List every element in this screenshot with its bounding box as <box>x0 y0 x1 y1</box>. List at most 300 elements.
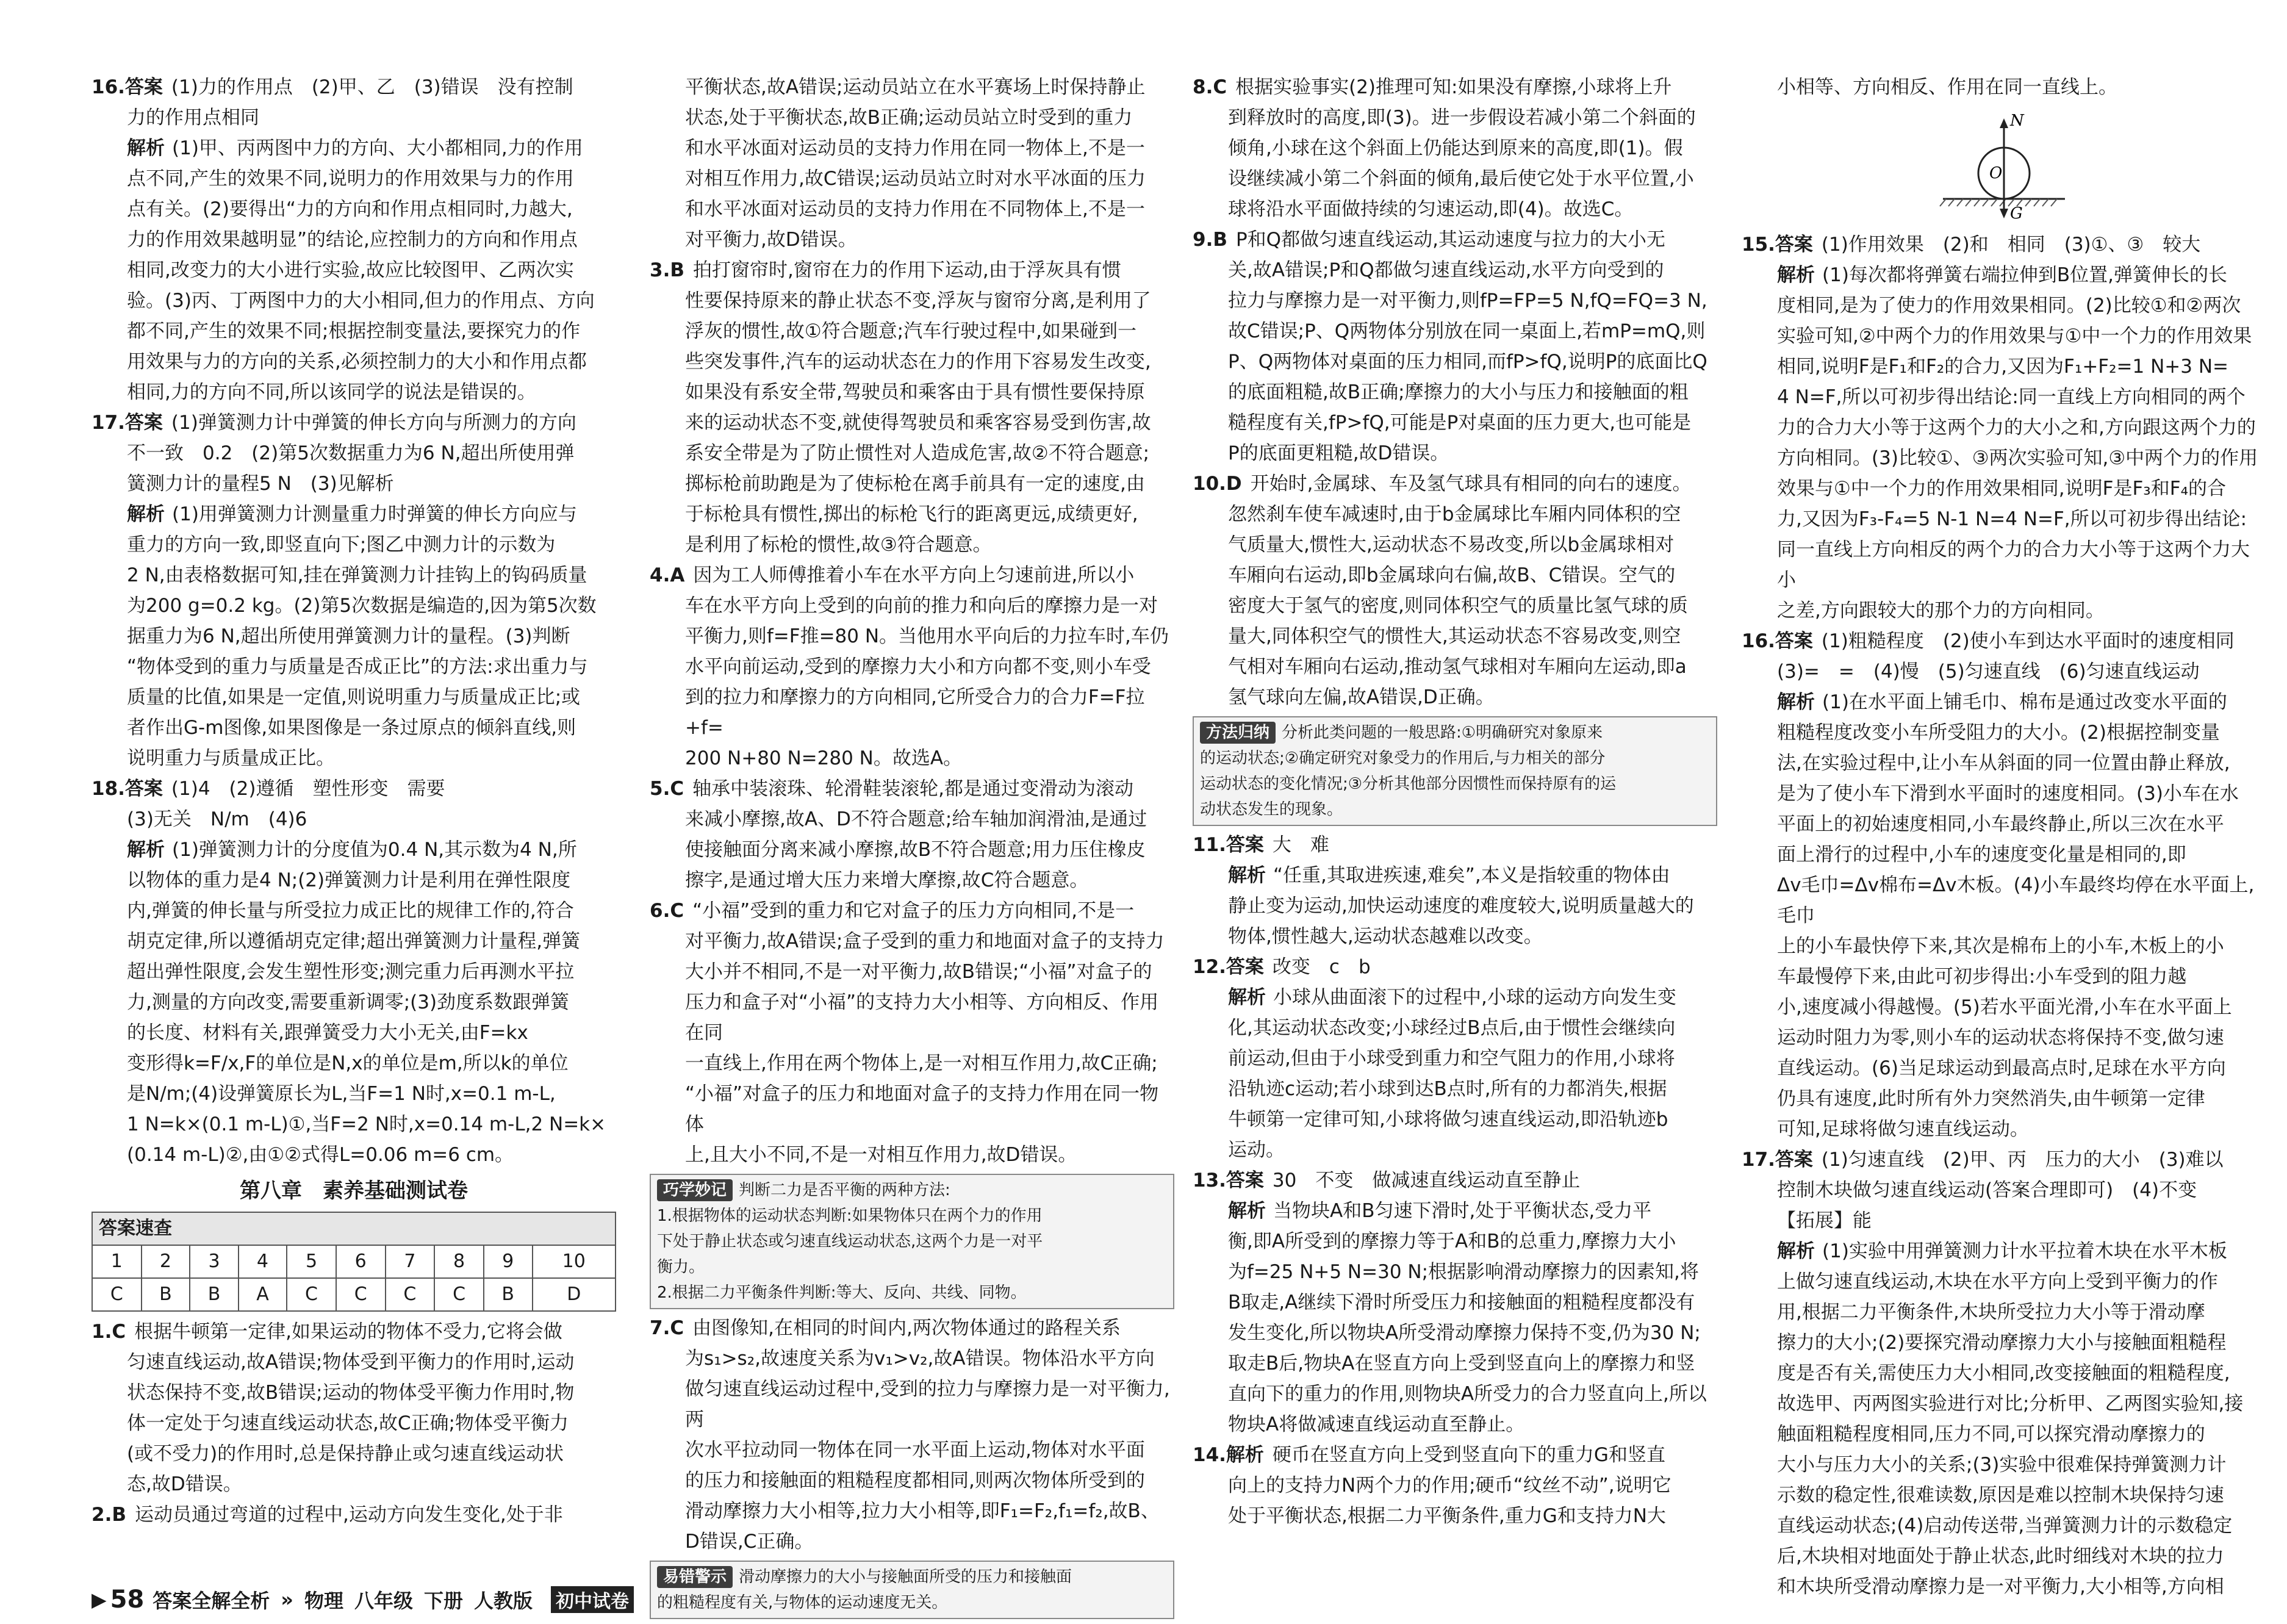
question-number: 16. <box>1742 630 1775 652</box>
answer-text: (1)4 (2)遵循 塑性形变 需要 <box>171 778 445 800</box>
text-line: 一直线上,作用在两个物体上,是一对相互作用力,故C正确; <box>685 1052 1158 1074</box>
text-line: 200 N+80 N=280 N。故选A。 <box>685 747 963 769</box>
text-line: 匀速直线运动,故A错误;物体受到平衡力的作用时,运动 <box>127 1351 575 1373</box>
tip-line: 衡力。 <box>657 1258 705 1276</box>
question-number: 12. <box>1193 956 1226 978</box>
explanation-label: 解析 <box>1228 1200 1266 1222</box>
question-line <box>1742 229 2266 260</box>
tip-text: 分析此类问题的一般思路:①明确研究对象原来 <box>1282 724 1603 742</box>
question-number: 17. <box>1742 1149 1775 1171</box>
text-line: 性要保持原来的静止状态不变,浮灰与窗帘分离,是利用了 <box>685 290 1151 312</box>
question-line <box>92 1500 616 1530</box>
explanation-text: 小球从曲面滚下的过程中,小球的运动方向发生变 <box>1273 986 1676 1008</box>
question-line <box>650 774 1174 804</box>
answer-text: 开始时,金属球、车及氢气球具有相同的向右的速度。 <box>1250 473 1692 495</box>
text-line: 和水平冰面对运动员的支持力作用在同一物体上,不是一 <box>685 137 1145 159</box>
text-line: 静止变为运动,加快运动速度的难度较大,说明质量越大的 <box>1228 895 1694 917</box>
text-line: 点有关。(2)要得出“力的方向和作用点相同时,力越大, <box>127 198 573 220</box>
series-badge: 初中试卷 <box>551 1586 634 1613</box>
text-line: 大小并不相同,不是一对平衡力,故B错误;“小福”对盒子的 <box>685 961 1152 983</box>
ground-hatch <box>1983 199 1989 206</box>
explanation-label: 解析 <box>1228 864 1266 886</box>
tip-line: 的运动状态;②确定研究对象受力的作用后,与力相关的部分 <box>1200 749 1606 767</box>
text-line: 化,其运动状态改变;小球经过B点后,由于惯性会继续向 <box>1228 1017 1676 1039</box>
ground-hatch <box>2042 199 2048 206</box>
text-line: 度相同,是为了使力的作用效果相同。(2)比较①和②两次 <box>1777 295 2241 317</box>
text-line: 对平衡力,故A错误;盒子受到的重力和地面对盒子的支持力 <box>685 930 1165 952</box>
question-line <box>1742 1144 2266 1175</box>
gravity-arrowhead <box>2000 209 2008 218</box>
answer-text: 30 不变 做减速直线运动直至静止 <box>1272 1169 1581 1191</box>
text-line: 示数的稳定性,很难读数,原因是难以控制木块保持匀速 <box>1777 1484 2224 1506</box>
text-line: 4 N=F,所以可初步得出结论:同一直线上方向相同的两个 <box>1777 386 2246 408</box>
text-line: 水平向前运动,受到的摩擦力大小和方向都不变,则小车受 <box>685 656 1151 678</box>
answer-text: (1)弹簧测力计中弹簧的伸长方向与所测力的方向 <box>171 412 576 434</box>
question-number: 6.C <box>650 900 684 922</box>
text-line: 些突发事件,汽车的运动状态在力的作用下容易发生改变, <box>685 351 1151 373</box>
label-o: O <box>1989 164 2003 182</box>
chevrons-icon: » <box>281 1588 293 1611</box>
text-line: 效果与①中一个力的作用效果相同,说明F是F₃和F₄的合 <box>1777 478 2226 500</box>
question-line <box>92 774 616 804</box>
answer-cell: C <box>434 1278 484 1311</box>
text-line: 可知,足球将做匀速直线运动。 <box>1777 1118 2029 1140</box>
question-number-cell: 2 <box>142 1245 190 1278</box>
column-2 <box>650 72 1174 1623</box>
question-number: 3.B <box>650 259 684 281</box>
text-line: 次水平拉动同一物体在同一水平面上运动,物体对水平面 <box>685 1439 1145 1461</box>
text-line: 说明重力与质量成正比。 <box>127 747 335 769</box>
text-line: 2 N,由表格数据可知,挂在弹簧测力计挂钩上的钩码质量 <box>127 564 587 586</box>
text-line: 运动时阻力为零,则小车的运动状态将保持不变,做匀速 <box>1777 1027 2224 1049</box>
ground-hatch <box>1991 199 1997 206</box>
question-line <box>1193 469 1717 499</box>
text-line: 是利用了标枪的惯性,故③符合题意。 <box>685 534 992 556</box>
question-line <box>650 560 1174 591</box>
text-line: 力的作用效果越明显”的结论,应控制力的方向和作用点 <box>127 229 578 251</box>
question-number-cell: 6 <box>336 1245 386 1278</box>
text-line: 都不同,产生的效果不同;根据控制变量法,要探究力的作 <box>127 320 581 342</box>
text-line: 擦力的大小;(2)要探究滑动摩擦力大小与接触面粗糙程 <box>1777 1332 2227 1354</box>
answer-text: 因为工人师傅推着小车在水平方向上匀速前进,所以小 <box>693 564 1135 586</box>
text-line: 气相对车厢向右运动,推动氢气球相对车厢向左运动,即a <box>1228 656 1687 678</box>
text-line: 质量的比值,如果是一定值,则说明重力与质量成正比;或 <box>127 686 581 708</box>
text-line: 面上滑行的过程中,小车的速度变化量是相同的,即 <box>1777 844 2186 866</box>
text-line: 如果没有系安全带,驾驶员和乘客由于具有惯性要保持原 <box>685 381 1145 403</box>
text-line: 的底面粗糙,故B正确;摩擦力的大小与压力和接触面的粗 <box>1228 381 1689 403</box>
support-arrowhead <box>2000 118 2008 128</box>
text-line: 验。(3)丙、丁两图中力的大小相同,但力的作用点、方向 <box>127 290 595 312</box>
question-number: 16. <box>92 76 125 98</box>
column-1 <box>92 72 616 1530</box>
answer-label: 答案 <box>1775 234 1813 256</box>
answer-cell: B <box>142 1278 190 1311</box>
answer-text: 运动员通过弯道的过程中,运动方向发生变化,处于非 <box>134 1504 563 1526</box>
answer-text: 改变 c b <box>1272 956 1371 978</box>
text-line: 故选甲、丙两图实验进行对比;分析甲、乙两图实验知,接 <box>1777 1393 2244 1415</box>
footer-arrow-icon: ▶ <box>92 1588 107 1611</box>
text-line: 小相等、方向相反、作用在同一直线上。 <box>1777 76 2117 98</box>
tip-tag: 巧学妙记 <box>657 1179 733 1201</box>
text-line: 态,故D错误。 <box>127 1473 242 1495</box>
text-line: 忽然刹车使车减速时,由于b金属球比车厢内同体积的空 <box>1228 503 1681 525</box>
question-line <box>92 72 616 102</box>
tip-tag: 易错警示 <box>657 1566 733 1588</box>
explanation-text: 当物块A和B匀速下滑时,处于平衡状态,受力平 <box>1273 1200 1652 1222</box>
explanation-label: 解析 <box>1228 986 1266 1008</box>
text-line: 仍具有速度,此时所有外力突然消失,由牛顿第一定律 <box>1777 1088 2205 1110</box>
ground-hatch <box>2025 199 2031 206</box>
answer-label: 答案 <box>1775 1149 1813 1171</box>
text-line: 是为了使小车下滑到水平面时的速度相同。(3)小车在水 <box>1777 783 2239 805</box>
tip-line: 运动状态的变化情况;③分析其他部分因惯性而保持原有的运 <box>1200 775 1617 793</box>
ground-hatch <box>2051 199 2057 206</box>
text-line: 处于平衡状态,根据二力平衡条件,重力G和支持力N大 <box>1228 1505 1666 1527</box>
explanation-text: (1)在水平面上铺毛巾、棉布是通过改变水平面的 <box>1822 691 2227 713</box>
answer-text: 轴承中装滚珠、轮滑鞋装滚轮,都是通过变滑动为滚动 <box>692 778 1133 800</box>
question-number: 7.C <box>650 1317 684 1339</box>
text-line: 之差,方向跟较大的那个力的方向相同。 <box>1777 600 2105 622</box>
text-line: 擦字,是通过增大压力来增大摩擦,故C符合题意。 <box>685 869 1089 891</box>
text-line: 取走B后,物块A在竖直方向上受到竖直向上的摩擦力和竖 <box>1228 1353 1695 1374</box>
text-line: 物块A将做减速直线运动直至静止。 <box>1228 1414 1525 1435</box>
explanation-label: 解析 <box>127 137 165 159</box>
question-line <box>650 255 1174 286</box>
text-line: 大小与压力大小的关系;(3)实验中很难保持弹簧测力计 <box>1777 1454 2227 1476</box>
text-line: 和木块所受滑动摩擦力是一对平衡力,大小相等,方向相 <box>1777 1576 2224 1598</box>
answer-label: 答案 <box>1775 630 1813 652</box>
text-line: 平衡状态,故A错误;运动员站立在水平赛场上时保持静止 <box>685 76 1146 98</box>
explanation-line <box>1193 1196 1717 1226</box>
question-line <box>92 1317 616 1347</box>
answer-text: “小福”受到的重力和它对盒子的压力方向相同,不是一 <box>692 900 1135 922</box>
text-line: 同一直线上方向相反的两个力的合力大小等于这两个力大小 <box>1777 539 2250 591</box>
text-line: 做匀速直线运动过程中,受到的拉力与摩擦力是一对平衡力,两 <box>685 1378 1170 1431</box>
text-line: 于标枪具有惯性,掷出的标枪飞行的距离更远,成绩更好, <box>685 503 1138 525</box>
text-line: 不一致 0.2 (2)第5次数据重力为6 N,超出所使用弹 <box>127 442 575 464</box>
text-line: 以物体的重力是4 N;(2)弹簧测力计是利用在弹性限度 <box>127 869 571 891</box>
text-line: Δv毛巾=Δv棉布=Δv木板。(4)小车最终均停在水平面上,毛巾 <box>1777 874 2255 927</box>
text-line: 向上的支持力N两个力的作用;硬币“纹丝不动”,说明它 <box>1228 1475 1671 1496</box>
text-line: (或不受力)的作用时,总是保持静止或匀速直线运动状 <box>127 1443 564 1465</box>
text-line: 上,且大小不同,不是一对相互作用力,故D错误。 <box>685 1144 1077 1166</box>
tip-text: 滑动摩擦力的大小与接触面所受的压力和接触面 <box>739 1568 1072 1586</box>
grade: 八年级 <box>354 1589 413 1612</box>
question-number: 1.C <box>92 1321 126 1343</box>
text-line: 气质量大,惯性大,运动状态不易改变,所以b金属球相对 <box>1228 534 1675 556</box>
text-line: 运动。 <box>1228 1139 1285 1161</box>
text-line: 来的运动状态不变,就使得驾驶员和乘客容易受到伤害,故 <box>685 412 1151 434</box>
answer-label: 答案 <box>1226 834 1264 856</box>
ground-hatch <box>1940 199 1946 206</box>
tip-box <box>650 1561 1174 1619</box>
text-line: 点不同,产生的效果不同,说明力的作用效果与力的作用 <box>127 168 574 190</box>
explanation-text: (1)实验中用弹簧测力计水平拉着木块在水平木板 <box>1822 1240 2227 1262</box>
ground-hatch <box>1974 199 1980 206</box>
ground-hatch <box>2034 199 2040 206</box>
question-line <box>1193 952 1717 982</box>
answer-label: 答案 <box>124 412 163 434</box>
question-number: 4.A <box>650 564 685 586</box>
subject: 物理 <box>304 1589 343 1612</box>
explanation-line <box>1742 1236 2266 1267</box>
text-line: 度是否有关,需使压力大小相同,改变接触面的粗糙程度, <box>1777 1362 2230 1384</box>
text-line: 量大,同体积空气的惯性大,其运动状态不容易改变,则空 <box>1228 625 1681 647</box>
question-line <box>650 1313 1174 1343</box>
question-number-cell: 10 <box>533 1245 616 1278</box>
text-line: 直向下的重力的作用,则物块A所受力的合力竖直向上,所以 <box>1228 1383 1707 1405</box>
text-line: 的长度、材料有关,跟弹簧受力大小无关,由F=kx <box>127 1022 528 1044</box>
text-line: 用,根据二力平衡条件,木块所受拉力大小等于滑动摩 <box>1777 1301 2205 1323</box>
question-number-cell: 4 <box>239 1245 287 1278</box>
text-line: (0.14 m-L)②,由①②式得L=0.06 m=6 cm。 <box>127 1144 514 1166</box>
text-line: 粗糙程度改变小车所受阻力的大小。(2)根据控制变量 <box>1777 722 2220 744</box>
text-line: 方向相同。(3)比较①、③两次实验可知,③中两个力的作用 <box>1777 447 2258 469</box>
answer-table <box>92 1212 616 1312</box>
answer-label: 答案 <box>124 76 163 98</box>
text-line: 倾角,小球在这个斜面上仍能达到原来的高度,即(1)。假 <box>1228 137 1683 159</box>
answer-label: 解析 <box>1226 1444 1264 1466</box>
text-line: 力,测量的方向改变,需要重新调零;(3)劲度系数跟弹簧 <box>127 991 570 1013</box>
text-line: 对相互作用力,故C错误;运动员站立时对水平冰面的压力 <box>685 168 1146 190</box>
chapter-title: 第八章 素养基础测试卷 <box>240 1179 468 1203</box>
edition: 人教版 <box>474 1589 533 1612</box>
tip-line: 动状态发生的现象。 <box>1200 800 1343 819</box>
text-line: 的压力和接触面的粗糙程度都相同,则两次物体所受到的 <box>685 1470 1145 1492</box>
explanation-text: (1)每次都将弹簧右端拉伸到B位置,弹簧伸长的长 <box>1822 264 2228 286</box>
text-line: 发生变化,所以物块A所受滑动摩擦力保持不变,仍为30 N; <box>1228 1322 1701 1344</box>
tip-line: 2.根据二力平衡条件判断:等大、反向、共线、同物。 <box>657 1284 1027 1302</box>
explanation-label: 解析 <box>1777 1240 1815 1262</box>
text-line: 状态,处于平衡状态,故B正确;运动员站立时受到的重力 <box>685 107 1133 129</box>
explanation-label: 解析 <box>127 503 165 525</box>
explanation-label: 解析 <box>1777 264 1815 286</box>
answer-cell: B <box>190 1278 239 1311</box>
text-line: 平衡力,则f=F推=80 N。当他用水平向后的力拉车时,车仍 <box>685 625 1169 647</box>
text-line: 据重力为6 N,超出所使用弹簧测力计的量程。(3)判断 <box>127 625 570 647</box>
question-number-cell: 3 <box>190 1245 239 1278</box>
text-line: 为f=25 N+5 N=30 N;根据影响滑动摩擦力的因素知,将 <box>1228 1261 1699 1283</box>
text-line: 【拓展】能 <box>1777 1210 1872 1232</box>
text-line: 相同,力的方向不同,所以该同学的说法是错误的。 <box>127 381 536 403</box>
explanation-text: (1)甲、丙两图中力的方向、大小都相同,力的作用 <box>172 137 583 159</box>
text-line: 控制木块做匀速直线运动(答案合理即可) (4)不变 <box>1777 1179 2197 1201</box>
ground-hatch <box>1966 199 1972 206</box>
text-line: 相同,改变力的大小进行实验,故应比较图甲、乙两次实 <box>127 259 574 281</box>
text-line: 关,故A错误;P和Q都做匀速直线运动,水平方向受到的 <box>1228 259 1664 281</box>
answer-label: 答案 <box>124 778 163 800</box>
answer-table-header: 答案速查 <box>92 1212 616 1245</box>
text-line: 牛顿第一定律可知,小球将做匀速直线运动,即沿轨迹b <box>1228 1108 1668 1130</box>
tip-line <box>1200 720 1710 746</box>
answer-text: P和Q都做匀速直线运动,其运动速度与拉力的大小无 <box>1235 229 1665 251</box>
text-line: 上的小车最快停下来,其次是棉布上的小车,木板上的小 <box>1777 935 2224 957</box>
answer-text: (1)力的作用点 (2)甲、乙 (3)错误 没有控制 <box>171 76 573 98</box>
answer-cell: B <box>484 1278 533 1311</box>
answer-text: (1)作用效果 (2)和 相同 (3)①、③ 较大 <box>1821 234 2201 256</box>
text-line: 平面上的初始速度相同,小车最终静止,所以三次在水平 <box>1777 813 2224 835</box>
text-line: 前运动,但由于小球受到重力和空气阻力的作用,小球将 <box>1228 1047 1675 1069</box>
answer-text: 大 难 <box>1272 834 1329 856</box>
text-line: 实验可知,②中两个力的作用效果与①中一个力的作用效果 <box>1777 325 2252 347</box>
tip-line <box>657 1564 1167 1590</box>
tip-line: 1.根据物体的运动状态判断:如果物体只在两个力的作用 <box>657 1207 1043 1225</box>
text-line: 氢气球向左偏,故A错误,D正确。 <box>1228 686 1495 708</box>
text-line: (3)= = (4)慢 (5)匀速直线 (6)匀速直线运动 <box>1777 661 2200 683</box>
text-line: P的底面更粗糙,故D错误。 <box>1228 442 1449 464</box>
question-line <box>1193 72 1717 102</box>
question-number-cell: 9 <box>484 1245 533 1278</box>
text-line: 体一定处于匀速直线运动状态,故C正确;物体受平衡力 <box>127 1412 569 1434</box>
question-number: 5.C <box>650 778 684 800</box>
explanation-label: 解析 <box>127 839 165 861</box>
question-line <box>1193 225 1717 255</box>
text-line: 掷标枪前助跑是为了使标枪在离手前具有一定的速度,由 <box>685 473 1145 495</box>
question-line <box>1193 830 1717 860</box>
explanation-line <box>1742 260 2266 290</box>
text-line: 触面粗糙程度相同,压力不同,可以探究滑动摩擦力的 <box>1777 1423 2205 1445</box>
tip-box <box>650 1174 1174 1309</box>
question-number: 11. <box>1193 834 1226 856</box>
text-line: 浮灰的惯性,故①符合题意;汽车行驶过程中,如果碰到一 <box>685 320 1136 342</box>
ground-hatch <box>1957 199 1963 206</box>
answer-cell: C <box>92 1278 142 1311</box>
text-line: 车最慢停下来,由此可初步得出:小车受到的阻力越 <box>1777 966 2187 988</box>
coin-force-diagram <box>1931 107 2077 223</box>
text-line: 使接触面分离来减小摩擦,故B不符合题意;用力压住橡皮 <box>685 839 1146 861</box>
text-line: 到的拉力和摩擦力的方向相同,它所受合力的合力F=F拉+f= <box>685 686 1145 739</box>
text-line: 来减小摩擦,故A、D不符合题意;给车轴加润滑油,是通过 <box>685 808 1147 830</box>
answer-text: 由图像知,在相同的时间内,两次物体通过的路程关系 <box>692 1317 1121 1339</box>
text-line: 为s₁>s₂,故速度关系为v₁>v₂,故A错误。物体沿水平方向 <box>685 1348 1155 1370</box>
question-number: 14. <box>1193 1444 1226 1466</box>
text-line: 直线运动状态;(4)启动传送带,当弹簧测力计的示数稳定 <box>1777 1515 2233 1537</box>
explanation-text: (1)用弹簧测力计测量重力时弹簧的伸长方向应与 <box>172 503 577 525</box>
answer-text: 根据牛顿第一定律,如果运动的物体不受力,它将会做 <box>134 1321 562 1343</box>
text-line: 对平衡力,故D错误。 <box>685 229 857 251</box>
explanation-line <box>1742 687 2266 717</box>
question-line <box>650 896 1174 926</box>
tip-line <box>657 1177 1167 1203</box>
answer-label: 答案 <box>1226 956 1264 978</box>
text-line: (3)无关 N/m (4)6 <box>127 808 307 830</box>
question-number: 13. <box>1193 1169 1226 1191</box>
text-line: 压力和盒子对“小福”的支持力大小相等、方向相反、作用在同 <box>685 991 1159 1044</box>
text-line: 故C错误;P、Q两物体分别放在同一桌面上,若mP=mQ,则 <box>1228 320 1706 342</box>
text-line: 物体,惯性越大,运动状态越难以改变。 <box>1228 925 1543 947</box>
explanation-line <box>92 835 616 865</box>
text-line: P、Q两物体对桌面的压力相同,而fP>fQ,说明P的底面比Q <box>1228 351 1707 373</box>
text-line: 车在水平方向上受到的向前的推力和向后的摩擦力是一对 <box>685 595 1158 617</box>
text-line: 力的合力大小等于这两个力的大小之和,方向跟这两个力的 <box>1777 417 2256 439</box>
answer-text: (1)匀速直线 (2)甲、丙 压力的大小 (3)难以 <box>1821 1149 2224 1171</box>
text-line: 糙程度有关,fP>fQ,可能是P对桌面的压力更大,也可能是 <box>1228 412 1692 434</box>
text-line: 滑动摩擦力大小相等,拉力大小相等,即F₁=F₂,f₁=f₂,故B、 <box>685 1500 1160 1522</box>
text-line: 小,速度减小得越慢。(5)若水平面光滑,小车在水平面上 <box>1777 996 2232 1018</box>
text-line: 超出弹性限度,会发生塑性形变;测完重力后再测水平拉 <box>127 961 575 983</box>
ground-hatch <box>1948 199 1955 206</box>
explanation-line <box>92 133 616 163</box>
text-line: 设继续减小第二个斜面的倾角,最后使它处于水平位置,小 <box>1228 168 1694 190</box>
text-line: 车厢向右运动,即b金属球向右偏,故B、C错误。空气的 <box>1228 564 1676 586</box>
text-line: 到释放时的高度,即(3)。进一步假设若减小第二个斜面的 <box>1228 107 1696 129</box>
text-line: 重力的方向一致,即竖直向下;图乙中测力计的示数为 <box>127 534 556 556</box>
column-4 <box>1742 72 2266 1602</box>
question-line <box>1193 1440 1717 1470</box>
text-line: 相同,说明F是F₁和F₂的合力,又因为F₁+F₂=1 N+3 N= <box>1777 356 2229 378</box>
text-line: 者作出G-m图像,如果图像是一条过原点的倾斜直线,则 <box>127 717 576 739</box>
answer-text: 硬币在竖直方向上受到竖直向下的重力G和竖直 <box>1272 1444 1665 1466</box>
answer-cell: A <box>239 1278 287 1311</box>
question-number: 10.D <box>1193 473 1242 495</box>
label-n: N <box>2010 112 2024 130</box>
answer-cell: D <box>533 1278 616 1311</box>
explanation-label: 解析 <box>1777 691 1815 713</box>
text-line: 胡克定律,所以遵循胡克定律;超出弹簧测力计量程,弹簧 <box>127 930 581 952</box>
question-number-cell: 5 <box>287 1245 336 1278</box>
page-number: 58 <box>110 1586 145 1614</box>
text-line: 状态保持不变,故B错误;运动的物体受平衡力作用时,物 <box>127 1382 575 1404</box>
text-line: 是N/m;(4)设弹簧原长为L,当F=1 N时,x=0.1 m-L, <box>127 1083 556 1105</box>
question-number-cell: 8 <box>434 1245 484 1278</box>
text-line: 用效果与力的方向的关系,必须控制力的大小和作用点都 <box>127 351 587 373</box>
text-line: 后,木块相对地面处于静止状态,此时细线对木块的拉力 <box>1777 1545 2224 1567</box>
answer-label: 答案 <box>1226 1169 1264 1191</box>
tip-line: 下处于静止状态或匀速直线运动状态,这两个力是一对平 <box>657 1232 1043 1251</box>
text-line: 力,又因为F₃-F₄=5 N-1 N=4 N=F,所以可初步得出结论: <box>1777 508 2247 530</box>
text-line: 衡,即A所受到的摩擦力等于A和B的总重力,摩擦力大小 <box>1228 1231 1676 1252</box>
explanation-text: “任重,其取进疾速,难矣”,本义是指较重的物体由 <box>1273 864 1670 886</box>
book-title: 答案全解全析 <box>153 1589 270 1612</box>
text-line: 上做匀速直线运动,木块在水平方向上受到平衡力的作 <box>1777 1271 2218 1293</box>
question-number: 17. <box>92 412 125 434</box>
volume: 下册 <box>424 1589 464 1612</box>
text-line: 密度大于氢气的密度,则同体积空气的质量比氢气球的质 <box>1228 595 1688 617</box>
answer-text: 根据实验事实(2)推理可知:如果没有摩擦,小球将上升 <box>1235 76 1672 98</box>
text-line: 变形得k=F/x,F的单位是N,x的单位是m,所以k的单位 <box>127 1052 569 1074</box>
question-number: 9.B <box>1193 229 1227 251</box>
page-footer <box>92 1583 645 1616</box>
text-line: 拉力与摩擦力是一对平衡力,则fP=FP=5 N,fQ=FQ=3 N, <box>1228 290 1707 312</box>
answer-cell: C <box>287 1278 336 1311</box>
text-line: “物体受到的重力与质量是否成正比”的方法:求出重力与 <box>127 656 588 678</box>
text-line: 1 N=k×(0.1 m-L)①,当F=2 N时,x=0.14 m-L,2 N=k× <box>127 1113 606 1135</box>
question-number: 18. <box>92 778 125 800</box>
answer-text: (1)粗糙程度 (2)使小车到达水平面时的速度相同 <box>1821 630 2235 652</box>
text-line: 为200 g=0.2 kg。(2)第5次数据是编造的,因为第5次数 <box>127 595 597 617</box>
text-line: B取走,A继续下滑时所受压力和接触面的粗糙程度都没有 <box>1228 1292 1695 1313</box>
text-line: 法,在实验过程中,让小车从斜面的同一位置由静止释放, <box>1777 752 2230 774</box>
explanation-line <box>1193 860 1717 891</box>
text-line: 直线运动。(6)当足球运动到最高点时,足球在水平方向 <box>1777 1057 2226 1079</box>
tip-text: 判断二力是否平衡的两种方法: <box>739 1181 950 1199</box>
explanation-text: (1)弹簧测力计的分度值为0.4 N,其示数为4 N,所 <box>172 839 577 861</box>
text-line: D错误,C正确。 <box>685 1531 814 1553</box>
tip-tag: 方法归纳 <box>1200 722 1276 744</box>
label-g: G <box>2010 204 2023 223</box>
tip-line: 的粗糙程度有关,与物体的运动速度无关。 <box>657 1593 948 1612</box>
question-number: 15. <box>1742 234 1775 256</box>
question-number: 8.C <box>1193 76 1227 98</box>
answer-text: 拍打窗帘时,窗帘在力的作用下运动,由于浮灰具有惯 <box>692 259 1121 281</box>
answer-cell: C <box>336 1278 386 1311</box>
answer-cell: C <box>386 1278 435 1311</box>
question-line <box>1742 626 2266 656</box>
explanation-line <box>92 499 616 530</box>
text-line: 系安全带是为了防止惯性对人造成危害,故②不符合题意; <box>685 442 1150 464</box>
text-line: 簧测力计的量程5 N (3)见解析 <box>127 473 394 495</box>
tip-box <box>1193 716 1717 826</box>
